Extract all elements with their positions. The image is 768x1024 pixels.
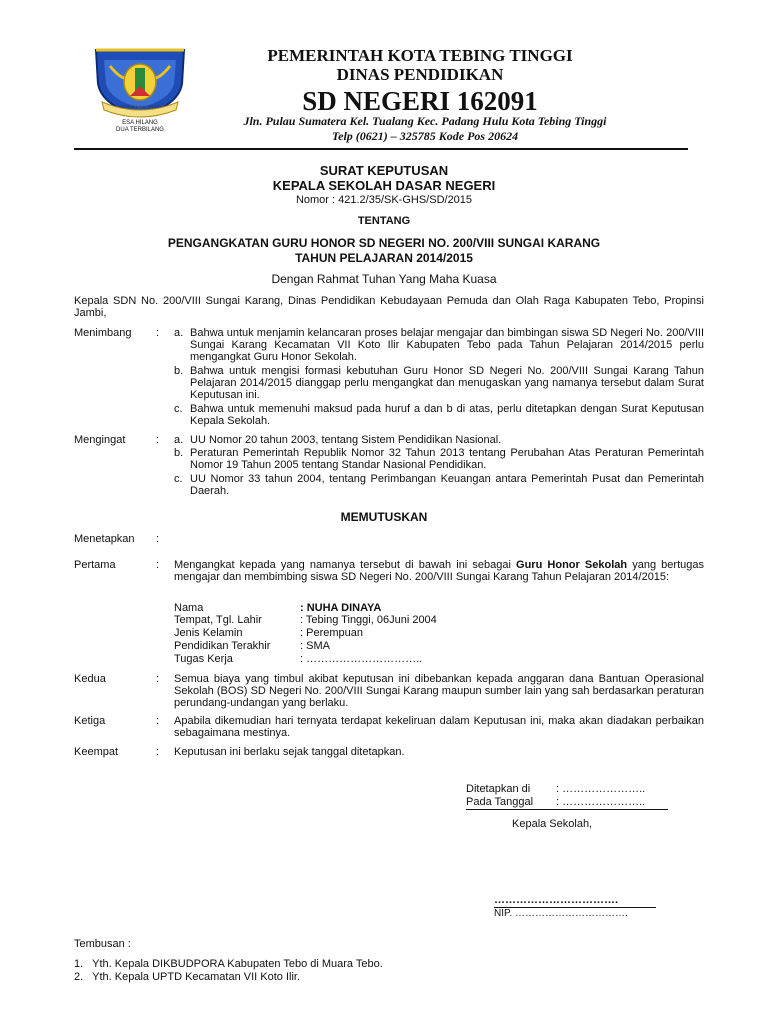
keempat-label: Keempat — [74, 746, 119, 758]
city-logo — [88, 44, 192, 136]
kedua-label: Kedua — [74, 673, 106, 685]
menimbang-item-b: Bahwa untuk mengisi formasi kebutuhan Guru Honor SD Negeri No. 200/VIII Sungai Karang Tahun Pelajaran 2014/2015 dianggap perlu mengangkat dan menugaskan yang namanya tersebut dalam Surat Keputusan ini. — [190, 365, 704, 401]
person-label: Tempat, Tgl. Lahir — [174, 614, 262, 626]
person-label: Pendidikan Terakhir — [174, 640, 271, 652]
colon: : — [156, 533, 160, 545]
subject-line1: PENGANGKATAN GURU HONOR SD NEGERI NO. 200/VIII SUNGAI KARANG — [167, 236, 601, 250]
colon: : — [156, 746, 160, 758]
person-value: : Perempuan — [300, 627, 363, 639]
subject-line2: TAHUN PELAJARAN 2014/2015 — [295, 251, 473, 265]
mengingat-item-a: UU Nomor 20 tahun 2003, tentang Sistem Pendidikan Nasional. — [190, 434, 502, 446]
colon: : — [156, 715, 160, 727]
intro-paragraph: Kepala SDN No. 200/VIII Sungai Karang, Dinas Pendidikan Kebudayaan Pemuda dan Olah Raga Kabupaten Tebo, Propinsi Jambi, — [74, 295, 704, 319]
menimbang-label: Menimbang — [74, 327, 132, 339]
menetapkan-label: Menetapkan — [74, 533, 135, 545]
person-value: : SMA — [300, 640, 330, 652]
memutuskan-heading: MEMUTUSKAN — [340, 510, 428, 524]
place-value: : ………………….. — [556, 783, 646, 795]
item-letter: c. — [174, 473, 183, 485]
decree-number: Nomor : 421.2/35/SK-GHS/SD/2015 — [295, 194, 473, 206]
date-value: : ………………….. — [556, 796, 646, 808]
person-value: : ………………………….. — [300, 653, 423, 665]
item-letter: a. — [174, 434, 184, 446]
pertama-text-post: yang bertugas mengajar dan membimbing siswa SD Negeri No. 200/VIII Sungai Karang Tahun Pelajaran 2014/2015: — [174, 559, 704, 583]
pertama-text-pre: Mengangkat kepada yang namanya tersebut di bawah ini sebagai — [174, 559, 517, 571]
pertama-text-bold: Guru Honor Sekolah — [516, 559, 628, 571]
mengingat-label: Mengingat — [74, 434, 126, 446]
colon: : — [156, 559, 160, 571]
logo-motto-line1: ESA HILANG — [122, 120, 158, 126]
tentang-heading: TENTANG — [357, 215, 411, 227]
signature-nip: NIP. ……………………………. — [494, 908, 628, 919]
school-phone: Telp (0621) – 325785 Kode Pos 20624 — [331, 129, 519, 143]
pertama-label: Pertama — [74, 559, 116, 571]
decree-issuer: KEPALA SEKOLAH DASAR NEGERI — [272, 178, 496, 193]
blessing-line: Dengan Rahmat Tuhan Yang Maha Kuasa — [271, 272, 497, 286]
date-label: Pada Tanggal — [466, 796, 534, 808]
colon: : — [156, 327, 160, 339]
place-label: Ditetapkan di — [466, 783, 531, 795]
school-address: Jln. Pulau Sumatera Kel. Tualang Kec. Padang Hulu Kota Tebing Tinggi — [243, 114, 607, 128]
mengingat-item-b: Peraturan Pemerintah Republik Nomor 32 Tahun 2013 tentang Perubahan Atas Peraturan Pemerintah Nomor 19 Tahun 2005 tentang Standar Nasional Pendidikan. — [190, 447, 704, 471]
person-value: : NUHA DINAYA — [300, 602, 382, 614]
signature-rule — [466, 809, 668, 810]
person-value: : Tebing Tinggi, 06Juni 2004 — [300, 614, 437, 626]
item-letter: a. — [174, 327, 184, 339]
menimbang-item-c: Bahwa untuk memenuhi maksud pada huruf a dan b di atas, perlu ditetapkan dengan Surat Keputusan Kepala Sekolah. — [190, 403, 704, 427]
kedua-text: Semua biaya yang timbul akibat keputusan ini dibebankan kepada anggaran dana Bantuan Operasional Sekolah (BOS) SD Negeri No. 200/VIII Sungai Karang maupun sumber lain yang sah berdasarkan peraturan perundang-undangan yang berlaku. — [174, 673, 704, 709]
item-letter: b. — [174, 365, 184, 377]
ketiga-label: Ketiga — [74, 715, 106, 727]
colon: : — [156, 434, 160, 446]
header-rule — [74, 148, 688, 150]
keempat-text: Keputusan ini berlaku sejak tanggal ditetapkan. — [174, 746, 405, 758]
signature-name-dots: ……………………………. — [494, 894, 619, 906]
tembusan-label: Tembusan : — [74, 938, 131, 950]
pertama-text — [174, 559, 704, 583]
colon: : — [156, 673, 160, 685]
decree-title: SURAT KEPUTUSAN — [319, 163, 449, 178]
person-label: Nama — [174, 602, 204, 614]
person-label: Jenis Kelamin — [174, 627, 243, 639]
signature-role: Kepala Sekolah, — [512, 818, 593, 830]
ketiga-text: Apabila dikemudian hari ternyata terdapat kekeliruan dalam Keputusan ini, maka akan diadakan perbaikan sebagaimana mestinya. — [174, 715, 704, 739]
person-label: Tugas Kerja — [174, 653, 233, 665]
tembusan-item: 2. Yth. Kepala UPTD Kecamatan VII Koto Ilir. — [74, 971, 301, 983]
agency-heading: DINAS PENDIDIKAN — [336, 65, 504, 84]
logo-motto-line2: DUA TERBILANG — [116, 127, 164, 133]
item-letter: c. — [174, 403, 183, 415]
school-name: SD NEGERI 162091 — [302, 86, 538, 116]
government-heading: PEMERINTAH KOTA TEBING TINGGI — [267, 46, 573, 65]
item-letter: b. — [174, 447, 184, 459]
tembusan-item: 1. Yth. Kepala DIKBUDPORA Kabupaten Tebo di Muara Tebo. — [74, 958, 383, 970]
mengingat-item-c: UU Nomor 33 tahun 2004, tentang Perimbangan Keuangan antara Pemerintah Pusat dan Pemerintah Daerah. — [190, 473, 704, 497]
menimbang-item-a: Bahwa untuk menjamin kelancaran proses belajar mengajar dan bimbingan siswa SD Negeri No. 200/VIII Sungai Karang Kecamatan VII Koto Ilir Kabupaten Tebo pada Tahun Pelajaran 2014/2015 perlu mengangkat Guru Honor Sekolah. — [190, 327, 704, 363]
logo-ribbon-text: KOTA TEBING TINGGI — [119, 104, 161, 109]
